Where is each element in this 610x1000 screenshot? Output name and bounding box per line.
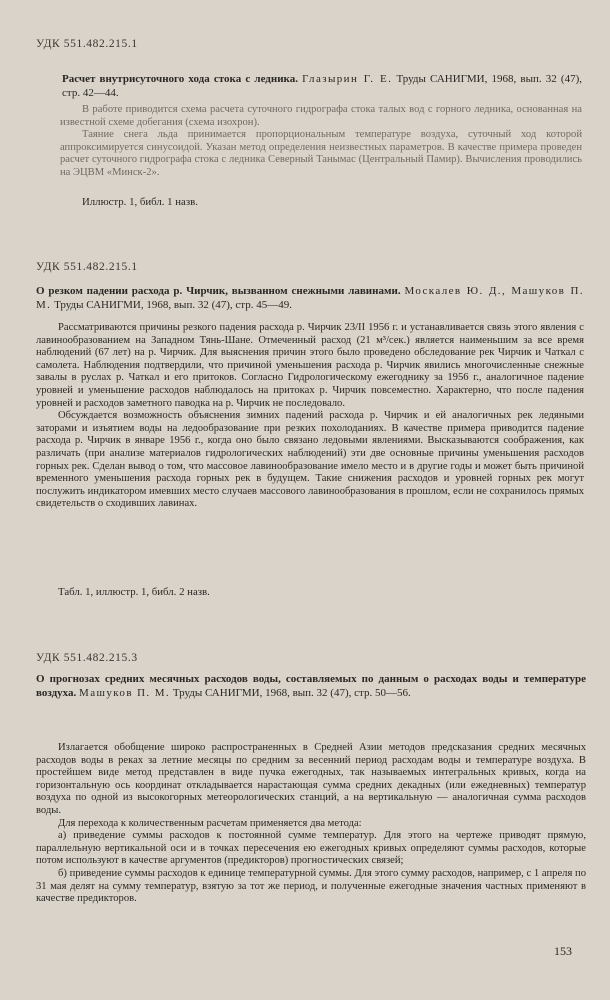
entry-source: Труды САНИГМИ, 1968, вып. 32 (47), стр. 50—56. (172, 687, 411, 699)
entry-title (62, 72, 582, 100)
entry-source: Труды САНИГМИ, 1968, вып. 32 (47), стр. 45—49. (54, 299, 292, 311)
abstract (36, 322, 584, 511)
entry-author: Машуков П. М. (79, 687, 171, 699)
udc-code: УДК 551.482.215.1 (36, 38, 138, 50)
entry-title-bold: О прогнозах средних месячных расходов воды, составляемых по данным о расходах воды и температуре воздуха. (36, 673, 586, 699)
abstract-paragraph: Обсуждается возможность объяснения зимних падений расхода р. Чирчик и ей аналогичных рек ледяными заторами и изъятием воды на ледообразование при резких похолоданиях. В качестве примера приводится падение расхода р. Чирчик в январе 1956 г., когда оно было связано ледовыми явлениями. Высказываются соображения, как различать (при анализе материалов гидрологических наблюдений) эти две основные причины уменьшения расходов горных рек. Сделан вывод о том, что массовое лавинообразование имело место и в другие годы и может быть причиной временного уменьшения расхода горных рек в будущем. Такие снижения расходов и уровней горных рек могут послужить индикатором имевших место случаев массового лавинообразования в прошлом, если не сохранилось прямых свидетельств о сходивших лавинах. (36, 410, 584, 510)
entry-author: Москалев Ю. Д., Машуков П. М. (36, 285, 585, 311)
entry-title-bold: О резком падении расхода р. Чирчик, вызванном снежными лавинами. (36, 285, 401, 297)
udc-code: УДК 551.482.215.3 (36, 652, 138, 664)
abstract-paragraph: Для перехода к количественным расчетам применяется два метода: (58, 817, 362, 829)
abstract-paragraph: Таяние снега льда принимается пропорциональным температуре воздуха, суточный ход которой аппроксимируется синусоидой. Указан метод определения неизвестных параметров. В качестве примера проведен расчет суточного гидрографа стока с ледника Северный Танымас (Центральный Памир). Вычисления проводились на ЭЦВМ «Минск-2». (60, 129, 582, 178)
entry-title (36, 284, 584, 312)
entry-source: Труды САНИГМИ, 1968, вып. 32 (47), стр. 42—44. (62, 73, 582, 99)
udc-code: УДК 551.482.215.1 (36, 261, 138, 273)
abstract-paragraph: В работе приводится схема расчета суточного гидрографа стока талых вод с горного ледника, основанная на известной схеме добегания (схема изохрон). (60, 104, 582, 128)
page-number: 153 (554, 944, 572, 958)
abstract-paragraph: Рассматриваются причины резкого падения расхода р. Чирчик 23/II 1956 г. и устанавливается связь этого явления с лавинообразованием на Западном Тянь-Шане. Отмеченный расход (21 м³/сек.) является наименьшим за все время наблюдений (67 лет) на р. Чирчик. Для выяснения причин этого было проведено обследование рек Чирчик и Чаткал с самолета. Наблюдения подтвердили, что причиной уменьшения расхода р. Чирчик явились многочисленные снежные завалы в руслах р. Чаткал и его притоков. Согласно Гидрологическому ежегоднику за 1956 г., аналогичное падение уровней и уменьшение расходов наблюдалось на притоках р. Чирчик повсеместно. Характерно, что после падения уровней и расходов заметного паводка на р. Чирчик не последовало. (36, 322, 584, 409)
references-note: Иллюстр. 1, библ. 1 назв. (82, 196, 198, 208)
abstract-paragraph: Излагается обобщение широко распространенных в Средней Азии методов предсказания средних месячных расходов воды в реках за летние месяцы по средним за весенний период расходам воды и температуре воздуха. В простейшем виде метод представлен в виде пучка ежегодных, так называемых интегральных кривых, когда на горизонтальную ось координат откладывается нарастающая сумма средних декадных (или ежедневных) температур воздуха по одной из высокогорных метеорологических станций, а на вертикальную — аналогичная сумма расходов воды. (36, 742, 586, 816)
references-note: Табл. 1, иллюстр. 1, библ. 2 назв. (58, 586, 210, 598)
abstract-paragraph: б) приведение суммы расходов к единице температурной суммы. Для этого сумму расходов, например, с 1 апреля по 31 мая делят на сумму температур, взятую за тот же период, и полученные ежегодные значения частных применяют в качестве предикторов. (36, 867, 586, 905)
entry-author: Глазырин Г. Е. (302, 73, 393, 85)
abstract (36, 742, 586, 906)
abstract-paragraph: а) приведение суммы расходов к постоянной сумме температур. Для этого на чертеже приводят прямую, параллельную вертикальной оси и в точках пересечения ею ежегодных кривых определяют суммы расходов, которые потом используют в качестве аргументов (предикторов) прогностических связей; (36, 830, 586, 867)
entry-title-bold: Расчет внутрисуточного хода стока с ледника. (62, 73, 298, 85)
abstract (60, 104, 582, 180)
entry-title (36, 672, 586, 700)
